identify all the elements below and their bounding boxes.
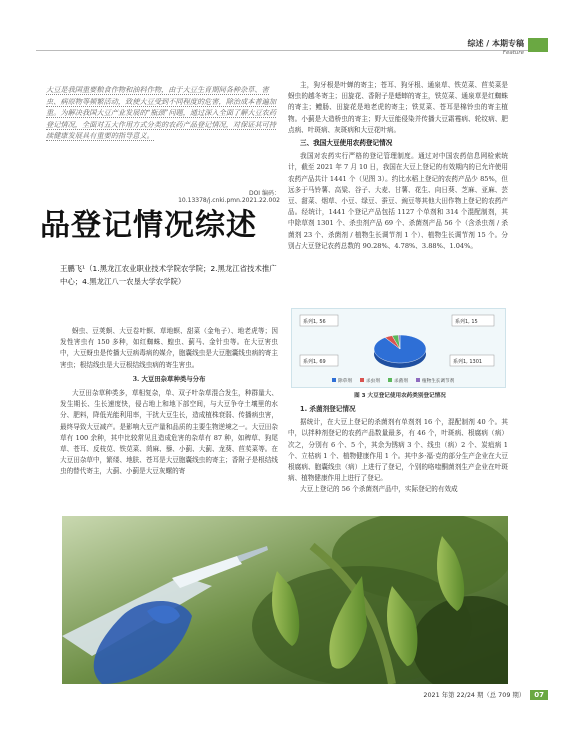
legend-insecticide: 杀虫剂: [366, 379, 380, 384]
right-column: [288, 80, 508, 252]
paragraph: 蚜虫、豆荚螟、大豆卷叶螟、草地螟、甜菜（金龟子）、地老虎等；因发性害虫有 150 多种，如红蜘蛛、蝗虫、蓟马、金针虫等。在大豆害虫中，大豆蚜虫是传播大豆病毒病的媒介，胞囊线虫是大豆胞囊线虫病的寄主害虫；根结线虫是大豆根结线虫病的寄生害虫。: [60, 327, 278, 369]
author-affiliations: 王鹏飞¹（1.黑龙江农业职业技术学院农学院；2.黑龙江省技术推广中心；4.黑龙江八一农垦大学农学院）: [60, 264, 277, 286]
issue-info: 2021 年第 22/24 期（总 709 期）: [423, 691, 526, 699]
paragraph: 大豆上登记的 56 个杀菌剂产品中，实际登记的有效成: [300, 485, 458, 494]
legend-swatch-herbicide: [332, 378, 336, 382]
chart-label-herbicide: 系列1, 1301: [453, 359, 483, 365]
section-color-tab: [528, 38, 548, 52]
legend-fungicide: 杀菌剂: [394, 379, 408, 384]
page-number: 07: [530, 690, 548, 700]
subheading: 3. 大豆田杂草种类与分布: [132, 374, 206, 383]
legend-swatch-fungicide: [388, 378, 392, 382]
subheading: 1. 杀菌剂登记情况: [300, 405, 356, 413]
left-column: [60, 326, 278, 479]
legend-swatch-regulator: [416, 378, 420, 382]
article-title: 品登记情况综述: [40, 208, 257, 243]
paragraph: 主，狗牙根是叶蝉的寄主；苍耳、狗牙根、通泉草、铁苋菜、苣荬菜是蚜虫的越冬寄主；田旋花、香附子是蟋蟀的寄主，铁苋菜、通泉草是红蜘蛛的寄主；鳢肠、田旋花是地老虎的寄主；铁苋菜、苍耳是棉铃虫的寄主植物。小蓟是大造桥虫的寄主；野大豆能侵染并传播大豆霜霉病、轮纹病、肥点病、叶斑病、灰斑病和大豆花叶病。: [288, 81, 508, 134]
pie-chart: [292, 309, 505, 387]
legend-regulator: 植物生长调节剂: [422, 379, 455, 384]
section-title: 综述 / 本期专稿: [467, 39, 524, 48]
pie-chart-figure: [291, 308, 506, 388]
legend-swatch-insecticide: [360, 378, 364, 382]
doi-code: DOI 编码：10.13378/j.cnki.pmn.2021.22.002: [178, 190, 280, 204]
right-column-lower: [288, 404, 508, 496]
chart-label-fungicide: 系列1, 56: [303, 319, 326, 325]
section-header: [468, 38, 525, 56]
paragraph: 我国对农药实行严格的登记管理制度。通过对中国农药信息网检索统计，截至 2021 年 7 月 10 日，我国在大豆上登记的有效期内的已允许使用农药产品共计 1441 个（见图 3）。约比水稻上登记的农药产品少 85%，但远多于马铃薯、高粱、谷子、大麦、甘薯、花生、向日葵、芝麻、亚麻、芸豆、甜菜、烟草、小豆、绿豆、蚕豆、豌豆等其他大田作物上登记的农药产品。经统计，1441 个登记产品包括 1127 个单剂和 314 个混配制剂，其中除草剂 1301 个、杀虫剂产品 69 个、杀菌剂产品 56 个（含杀虫剂 / 杀菌剂 23 个、杀菌剂 / 植物生长调节剂 1 个）、植物生长调节剂 15 个。分别占大豆登记农药总数的 90.28%、4.78%、3.88%、1.04%。: [288, 152, 508, 250]
chart-label-insecticide: 系列1, 69: [303, 359, 326, 365]
chart-label-regulator: 系列1, 15: [455, 319, 478, 325]
abstract: [46, 84, 278, 142]
soybean-photo: [62, 516, 508, 684]
figure-caption: 图 3 大豆登记使用农药类别登记情况: [354, 393, 446, 399]
legend-herbicide: 除草剂: [338, 379, 352, 384]
paragraph: 大豆田杂草种类多，草相复杂，单、双子叶杂草混合发生，种群量大、发生期长、生长速度快，侵占地上和地下部空间，与大豆争夺土壤里的水分、肥料，降低光能利用率，干扰大豆生长，造成植株衰弱、传播病虫害，最终导致大豆减产。是影响大豆产量和品质的主要生物逆境之一。大豆田杂草有 100 余种，其中比较常见且造成危害的杂草有 87 种，如稗草、狗尾草、苍耳、反枝苋、铁苋菜、苘麻、藜、小蓟、大蓟、龙葵、苣荬菜等。在大豆田杂草中，繁缕、地肤、苍耳是大豆胞囊线虫的寄主；香附子是根结线虫的替代寄主，大蓟、小蓟是大豆灰螺的寄: [60, 389, 278, 476]
page-footer: [423, 690, 548, 700]
abstract-text: 大豆是我国重要粮食作物和油料作物，由于大豆生育期间各种杂草、害虫、病原物等频繁活动，致使大豆受到不同程度的危害，除治成本普遍加重。为解决我国大豆产业发展的“瓶颈”问题，通过深入全面了解大豆农药登记情况，全面对五大作用方式分类的农药产品登记情况，对保证其可持续健康发展具有重要的指导意义。: [46, 85, 277, 141]
soybean-field-image: [62, 516, 508, 684]
section-heading: 三、我国大豆使用农药登记情况: [300, 139, 393, 148]
section-feature-label: Feature: [502, 50, 524, 56]
paragraph: 据统计，在大豆上登记的杀菌剂有单剂剂 16 个，混配制剂 40 个。其中，以拌种剂登记的农药产品数量最多，有 46 个，叶斑病、根腐病（病）次之，分别有 6 个、5 个，其余为锈病 3 个、线虫（病）2 个、炭疽病 1 个、立枯病 1 个、植物健康作用 1 个。其中多·福·克的部分生产企业在大豆根腐病、胞囊线虫（病）上进行了登记，个别的咯喹酮菌剂生产企业在叶斑病、植物健康作用上进行了登记。: [288, 418, 508, 483]
